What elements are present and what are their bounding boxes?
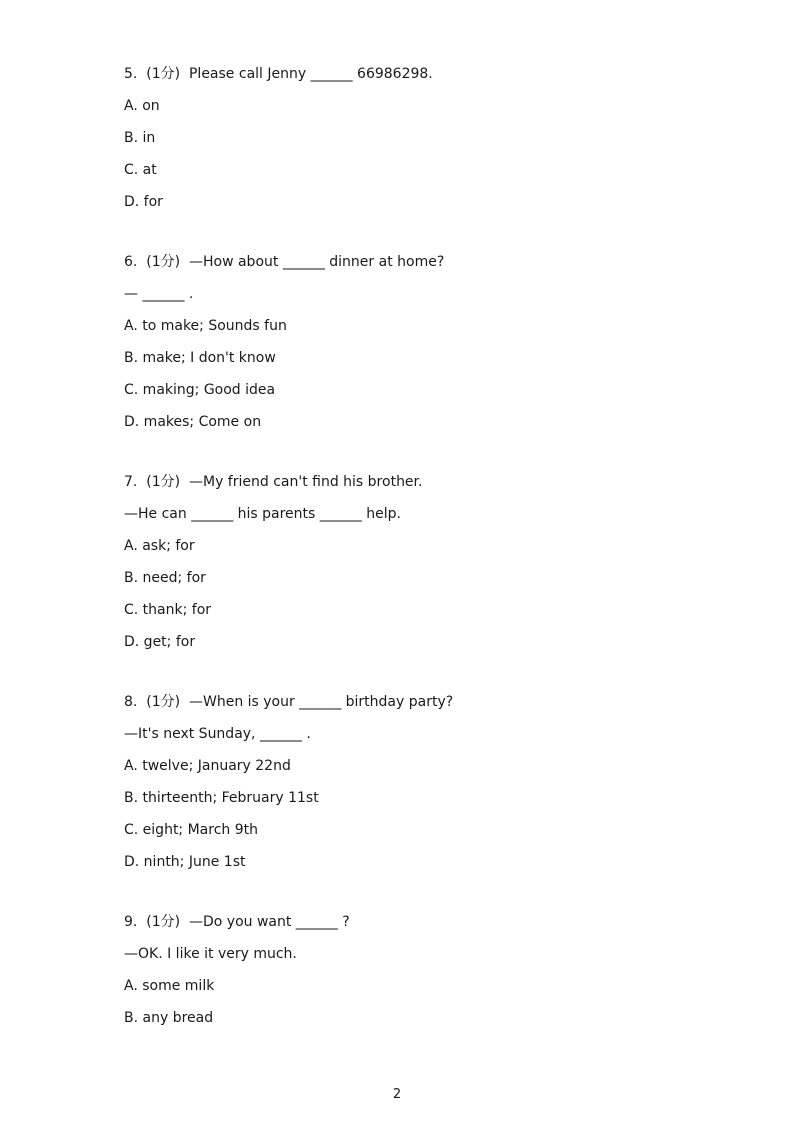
question-9-dialogue: —OK. I like it very much. xyxy=(124,946,297,962)
question-8-dialogue: —It's next Sunday, ______ . xyxy=(124,726,311,742)
question-7-option-a: A. ask; for xyxy=(124,538,195,554)
question-6-stem: 6. (1分) —How about ______ dinner at home? xyxy=(124,254,445,270)
question-6-option-d: D. makes; Come on xyxy=(124,414,262,430)
question-7-option-c: C. thank; for xyxy=(124,602,212,618)
question-8-option-b: B. thirteenth; February 11st xyxy=(124,790,319,806)
question-8-option-c: C. eight; March 9th xyxy=(124,822,258,838)
question-9-stem: 9. (1分) —Do you want ______ ? xyxy=(124,914,350,930)
question-6-option-c: C. making; Good idea xyxy=(124,382,276,398)
page-number: 2 xyxy=(392,1087,402,1102)
question-9-option-b: B. any bread xyxy=(124,1010,214,1026)
question-5-stem: 5. (1分) Please call Jenny ______ 66986298. xyxy=(124,66,433,82)
question-6-option-a: A. to make; Sounds fun xyxy=(124,318,287,334)
question-6-dialogue: — ______ . xyxy=(124,286,194,302)
question-7-option-d: D. get; for xyxy=(124,634,196,650)
question-5-option-c: C. at xyxy=(124,162,157,178)
question-6-option-b: B. make; I don't know xyxy=(124,350,276,366)
question-5-option-a: A. on xyxy=(124,98,160,114)
question-5-option-d: D. for xyxy=(124,194,163,210)
question-8-stem: 8. (1分) —When is your ______ birthday party? xyxy=(124,694,454,710)
question-7-stem: 7. (1分) —My friend can't find his brother. xyxy=(124,474,423,490)
question-8-option-d: D. ninth; June 1st xyxy=(124,854,246,870)
question-5-option-b: B. in xyxy=(124,130,156,146)
question-8-option-a: A. twelve; January 22nd xyxy=(124,758,291,774)
question-9-option-a: A. some milk xyxy=(124,978,215,994)
question-7-dialogue: —He can ______ his parents ______ help. xyxy=(124,506,401,522)
question-7-option-b: B. need; for xyxy=(124,570,206,586)
